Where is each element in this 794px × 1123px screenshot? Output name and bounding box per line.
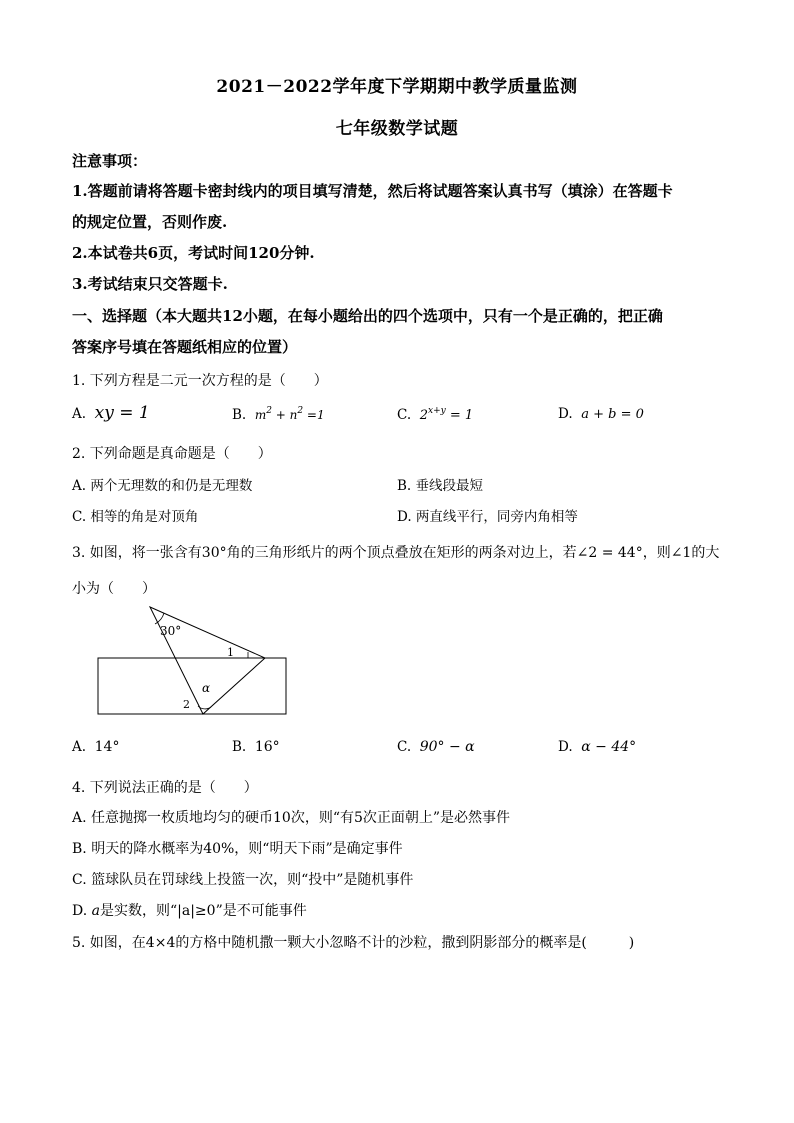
question-5-stem: 5. 如图，在4×4的方格中随机撒一颗大小忽略不计的沙粒，撒到阴影部分的概率是( ): [72, 935, 635, 951]
q4-option-b: B. 明天的降水概率为40%，则“明天下雨”是确定事件: [72, 841, 403, 857]
q4-option-a: A. 任意抛掷一枚质地均匀的硬币10次，则“有5次正面朝上”是必然事件: [72, 810, 511, 826]
notice-item-2: 2.本试卷共6页，考试时间120分钟.: [72, 244, 315, 262]
question-1-stem: 1. 下列方程是二元一次方程的是（ ）: [72, 373, 328, 389]
q2-option-c: C. 相等的角是对顶角: [72, 509, 199, 525]
exam-subtitle: 七年级数学试题: [335, 119, 459, 139]
angle-1-label: 1: [227, 646, 234, 659]
q2-option-a: A. 两个无理数的和仍是无理数: [72, 478, 253, 494]
q1-option-d: D. a + b = 0: [558, 406, 644, 422]
q4-option-d: D. a是实数，则“|a|≥0”是不可能事件: [72, 903, 307, 919]
notice-item-1-cont: 的规定位置，否则作废.: [72, 213, 228, 231]
question-2-stem: 2. 下列命题是真命题是（ ）: [72, 446, 272, 462]
q1-option-b: B. $m^2 + n^2 =1$: [232, 406, 325, 423]
angle-30-label: 30°: [160, 624, 182, 638]
angle-2-label: 2: [183, 698, 190, 711]
notice-item-1: 1.答题前请将答题卡密封线内的项目填写清楚，然后将试题答案认真书写（填涂）在答题卡: [72, 182, 673, 200]
q3-option-d: D. α − 44°: [558, 739, 637, 755]
angle-alpha-label: α: [202, 681, 211, 695]
q3-figure: [90, 600, 300, 725]
notice-item-3: 3.考试结束只交答题卡.: [72, 275, 228, 293]
q3-option-c: C. 90° − α: [397, 739, 475, 755]
q2-option-d: D. 两直线平行，同旁内角相等: [397, 509, 578, 525]
q2-option-b: B. 垂线段最短: [397, 478, 484, 494]
q4-option-c: C. 篮球队员在罚球线上投篮一次，则“投中”是随机事件: [72, 872, 414, 888]
question-3-stem: 3. 如图，将一张含有30°角的三角形纸片的两个顶点叠放在矩形的两条对边上，若∠2 = 44°，则∠1的大: [72, 545, 720, 561]
notice-heading: 注意事项：: [72, 152, 148, 170]
q3-option-a: A. 14°: [72, 739, 120, 755]
q1-option-a: A. xy = 1: [72, 403, 150, 423]
question-4-stem: 4. 下列说法正确的是（ ）: [72, 780, 258, 796]
angle-30-arc: [155, 613, 164, 624]
section-heading-cont: 答案序号填在答题纸相应的位置）: [72, 338, 298, 356]
q3-option-b: B. 16°: [232, 739, 280, 755]
exam-title: 2021－2022学年度下学期期中教学质量监测: [216, 77, 578, 97]
q1-option-c: C. $2^{x+y} = 1$: [397, 406, 474, 423]
section-heading: 一、选择题（本大题共12小题，在每小题给出的四个选项中，只有一个是正确的，把正确: [72, 307, 663, 325]
question-3-stem-cont: 小为（ ）: [72, 581, 156, 597]
rectangle-shape: [98, 658, 286, 714]
